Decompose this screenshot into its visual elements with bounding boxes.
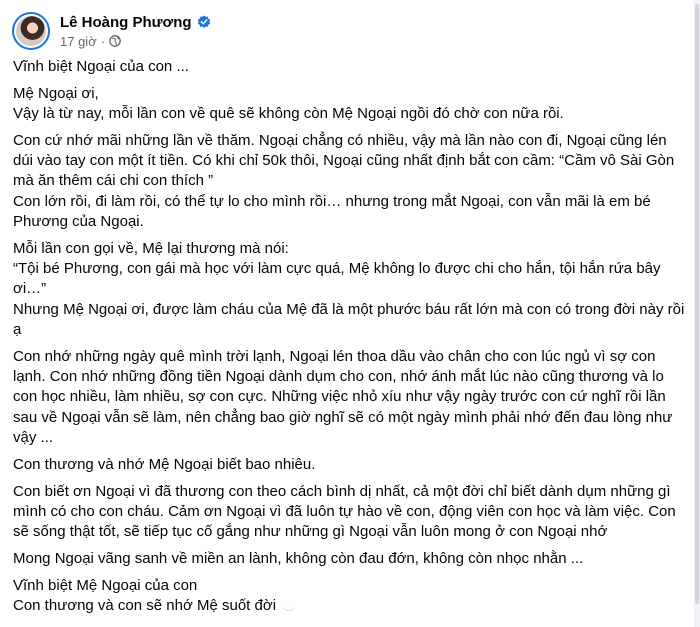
post-paragraph: Con biết ơn Ngoại vì đã thương con theo cách bình dị nhất, cả một đời chỉ biết dành dụm những gì mình có cho con cháu. Cảm ơn Ngoại vì đã luôn tự hào về con, động viên con học và làm việc. Con sẽ sống thật tốt, sẽ tiếp tục cố gắng như những gì Ngoại vẫn luôn mong ở con Ngoại nhớ xyxy=(13,482,676,541)
post-paragraph: Mệ Ngoại ơi, Vậy là từ nay, mỗi lần con về quê sẽ không còn Mệ Ngoại ngồi đó chờ con nữa rồi. xyxy=(13,84,564,123)
post-paragraph: Vĩnh biệt Ngoại của con ... xyxy=(13,58,189,75)
post-message xyxy=(13,57,689,623)
post-paragraph: Mỗi lần con gọi về, Mệ lại thương mà nói: “Tội bé Phương, con gái mà học với làm cực quá, Mệ không lo được chi cho hắn, tội hắn rứa bây ơi…” Nhưng Mệ Ngoại ơi, được làm cháu của Mệ đã là một phước báu rất lớn mà con có trong đời này rồi ạ xyxy=(13,239,685,339)
scrollbar[interactable] xyxy=(694,0,700,627)
meta-separator: · xyxy=(100,33,106,49)
author-avatar[interactable] xyxy=(12,12,50,50)
verified-badge-icon xyxy=(197,15,211,29)
post-timestamp[interactable]: 17 giờ xyxy=(60,33,97,49)
avatar-photo xyxy=(16,16,46,46)
heart-emoji-icon xyxy=(282,602,296,611)
post-paragraph: Con nhớ những ngày quê mình trời lạnh, Ngoại lén thoa dầu vào chân cho con lúc ngủ vì sợ con lạnh. Con nhớ những đồng tiền Ngoại dành dụm cho con, nhớ ánh mắt lúc nào cũng thương và lo con học nhiều, làm nhiều, sợ con cực. Những việc nhỏ xíu như vậy ngày trước con cứ nghĩ rồi lần sau về Ngoại vẫn sẽ làm, nên chẳng bao giờ nghĩ sẽ có một ngày mình phải nhớ đến đau lòng như vậy ... xyxy=(13,347,673,447)
post-paragraph: Con cứ nhớ mãi những lần về thăm. Ngoại chẳng có nhiều, vậy mà lần nào con đi, Ngoại cũng lén dúi vào tay con một ít tiền. Có khi chỉ 50k thôi, Ngoại cũng nhất định bắt con cầm: “Cầm vô Sài Gòn mà ăn thêm cái chi con thích ” Con lớn rồi, đi làm rồi, có thể tự lo cho mình rồi… nhưng trong mắt Ngoại, con vẫn mãi là em bé Phương của Ngoại. xyxy=(13,131,675,231)
post-paragraph: Con thương và nhớ Mệ Ngoại biết bao nhiêu. xyxy=(13,455,316,473)
post-paragraph-last xyxy=(13,576,689,617)
closing-text: Vĩnh biệt Mệ Ngoại của con Con thương và con sẽ nhớ Mệ suốt đời xyxy=(13,576,277,615)
post-meta xyxy=(60,14,211,49)
post-subline xyxy=(60,34,211,49)
author-name[interactable]: Lê Hoàng Phương xyxy=(60,13,192,31)
post-paragraph: Mong Ngoại vãng sanh về miền an lành, không còn đau đớn, không còn nhọc nhằn ... xyxy=(13,550,584,568)
globe-icon[interactable] xyxy=(109,35,121,47)
post-header xyxy=(12,10,211,52)
scrollbar-thumb[interactable] xyxy=(695,4,699,604)
author-row xyxy=(60,14,211,31)
